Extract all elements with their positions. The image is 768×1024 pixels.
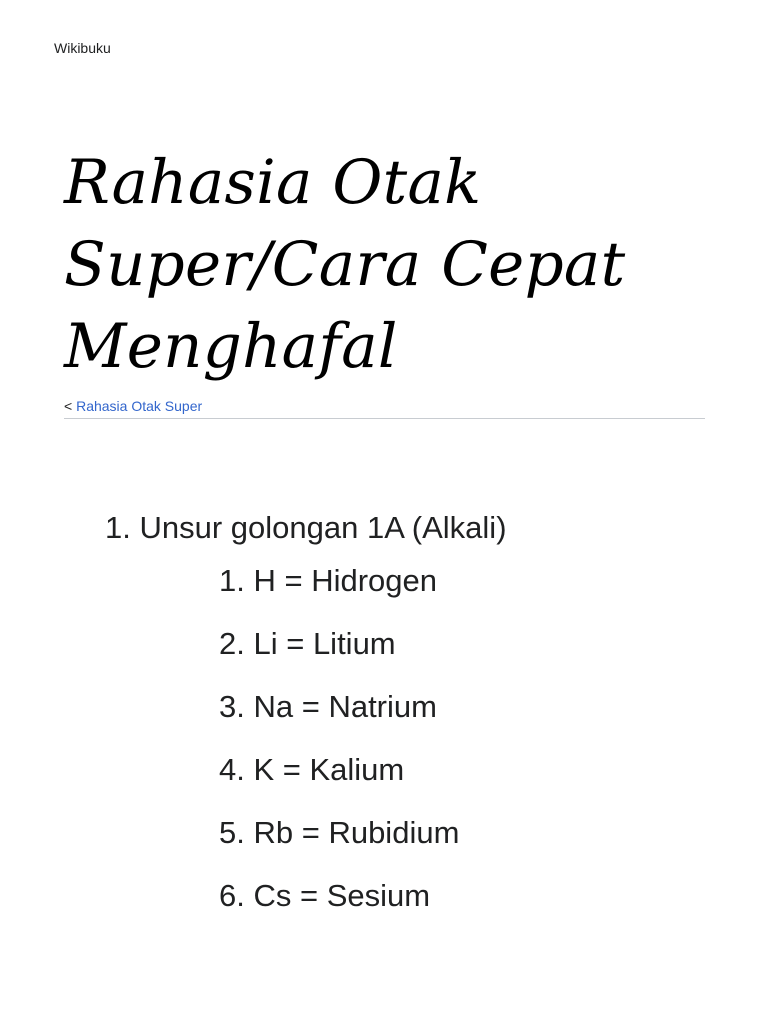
breadcrumb-prefix: < xyxy=(64,398,77,414)
list-item-number: 1. xyxy=(219,563,245,598)
list-item xyxy=(219,876,459,939)
list-item-text: K = Kalium xyxy=(253,752,405,787)
list-item-outer xyxy=(105,508,507,548)
list-item-number: 5. xyxy=(219,815,245,850)
breadcrumb xyxy=(64,398,202,414)
element-sub-list xyxy=(219,561,459,939)
breadcrumb-parent-link[interactable]: Rahasia Otak Super xyxy=(76,398,203,414)
list-item-number: 4. xyxy=(219,752,245,787)
list-item-text: Unsur golongan 1A (Alkali) xyxy=(139,510,507,545)
list-item-text: Rb = Rubidium xyxy=(253,815,460,850)
list-item-number: 3. xyxy=(219,689,245,724)
list-item xyxy=(219,750,459,813)
list-item-number: 1. xyxy=(105,510,131,545)
list-item-text: H = Hidrogen xyxy=(253,563,438,598)
list-item xyxy=(219,813,459,876)
list-item-text: Li = Litium xyxy=(253,626,396,661)
list-item xyxy=(219,561,459,624)
list-item xyxy=(219,687,459,750)
list-item xyxy=(219,624,459,687)
page-title: Rahasia Otak Super/Cara Cepat Menghafal xyxy=(64,147,626,382)
site-name: Wikibuku xyxy=(54,40,111,56)
title-divider xyxy=(64,418,705,419)
list-item-number: 2. xyxy=(219,626,245,661)
list-item-text: Na = Natrium xyxy=(253,689,437,724)
list-item-text: Cs = Sesium xyxy=(253,878,431,913)
list-item-number: 6. xyxy=(219,878,245,913)
